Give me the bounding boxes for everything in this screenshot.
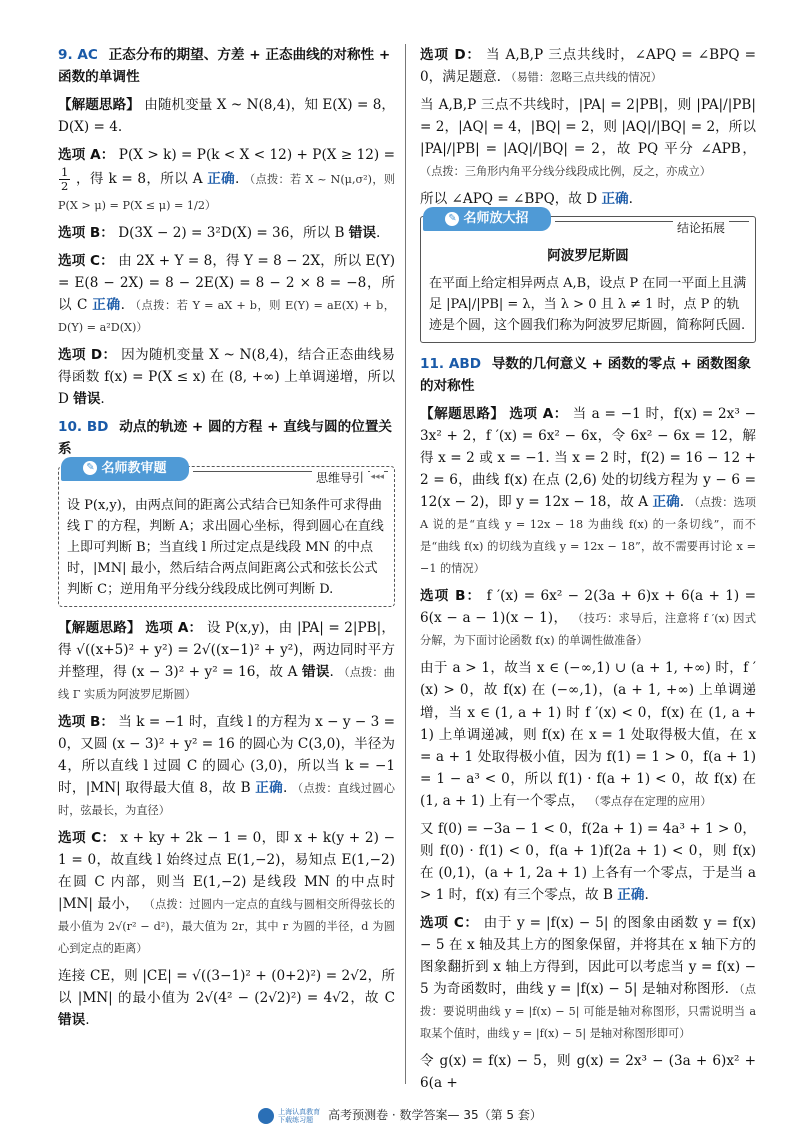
q9-c-verdict: 正确 bbox=[92, 296, 121, 313]
q10-option-b: 选项 B： 当 k = −1 时，直线 l 的方程为 x − y − 3 = 0，又圆 (x − 3)² + y² = 16 的圆心为 C(3,0)，半径为 4，所以直线 l 过圆 C 的圆心 (3,0)，所以当 k = −1 时，|MN| 取得最大值 8，故 B 正确. （点拨：直线过圆心时，弦最长，为直径） bbox=[58, 713, 395, 818]
q9-c-label: 选项 C： bbox=[58, 252, 114, 269]
q10-a-label: 选项 A： bbox=[145, 619, 203, 636]
q10-heading bbox=[58, 416, 395, 460]
q10-c-text: x + ky + 2k − 1 = 0，即 x + k(y + 2) − 1 = 0，故直线 l 始终过点 E(1,−2)，易知点 E(1,−2) 在圆 C 内部，则当 E(1,−2) 是线段 MN 的中点时 |MN| 最小， bbox=[58, 830, 395, 913]
q11-c-note: （点拨：要说明曲线 y = |f(x) − 5| 可能是轴对称图形，只需说明当 a 取某个值时，曲线 y = |f(x) − 5| 是轴对称图形即可） bbox=[420, 982, 756, 1040]
left-column bbox=[58, 44, 395, 1037]
q11-a-label: 选项 A： bbox=[509, 406, 568, 423]
q10-extension-title: 阿波罗尼斯圆 bbox=[547, 248, 629, 265]
q9-a-note: （点拨：若 X ~ N(μ,σ²)，则 P(X > μ) = P(X ≤ μ) = 1/2） bbox=[58, 173, 396, 212]
q11-number: 11. ABD bbox=[420, 356, 481, 373]
q9-a-text: P(X > k) = P(k < X < 12) + P(X ≥ 12) = bbox=[118, 147, 395, 164]
q9-d-label: 选项 D： bbox=[58, 346, 117, 363]
q10-extension-tag: 结论拓展 bbox=[673, 219, 729, 238]
page-footer bbox=[0, 1106, 800, 1125]
q10-option-d bbox=[420, 44, 756, 88]
q10-extension-text: 在平面上给定相异两点 A,B，设点 P 在同一平面上且满足 |PA|/|PB| = λ，当 λ > 0 且 λ ≠ 1 时，点 P 的轨迹是个圆，这个圆我们称为阿波罗尼斯圆，简称阿氏圆. bbox=[429, 276, 747, 334]
q9-b-label: 选项 B： bbox=[58, 224, 114, 241]
q9-a-fraction bbox=[59, 166, 70, 193]
q9-c-text: 由 2X + Y = 8，得 Y = 8 − 2X，所以 E(Y) = E(8 − 2X) = 8 − 2E(X) = 8 − 2 × 8 = −8，所以 C bbox=[58, 252, 395, 313]
q11-b-text3: 又 f(0) = −3a − 1 < 0，f(2a + 1) = 4a³ + 1 > 0，则 f(0) · f(1) < 0，f(a + 1)f(2a + 1) < 0，则 f(x) 在 (0,1)，(a + 1, 2a + 1) 上各有一个零点，于是当 a > 1 时，f(x) 有三个零点，故 B bbox=[420, 820, 756, 903]
q11-b-note: （技巧：求导后，注意将 f ′(x) 因式分解，为下面讨论函数 f(x) 的单调性做准备） bbox=[420, 612, 757, 648]
q10-c-verdict: 错误 bbox=[58, 1012, 86, 1029]
logo-line-1: 上海认真教育 bbox=[278, 1107, 321, 1116]
q10-a-verdict: 错误 bbox=[301, 663, 330, 680]
q9-a-frac-num: 1 bbox=[61, 165, 69, 180]
q10-number: 10. BD bbox=[58, 418, 109, 435]
q10-d-text2: 当 A,B,P 三点不共线时，|PA| = 2|PB|，则 |PA|/|PB| = 2，|AQ| = 4，|BQ| = 2，则 |AQ|/|BQ| = 2，所以 |PA|/|PB| = |AQ|/|BQ| = 2，故 PQ 平分 ∠APB， bbox=[420, 97, 756, 158]
q11-b-text2: 由于 a > 1，故当 x ∈ (−∞,1) ∪ (a + 1, +∞) 时，f ′(x) > 0，故 f(x) 在 (−∞,1)，(a + 1, +∞) 上单调递增，当 x ∈ (1, a + 1) 时 f ′(x) < 0，f(x) 在 (1, a + 1) 上单调递减，则 f(x) 在 x = 1 处取得极大值，在 x = a + 1 处取得极小值，因为 f(1) = 1 > 0，f(a + 1) = 1 − a³ < 0，所以 f(1) · f(a + 1) < 0，故 f(x) 在 (1, a + 1) 上有一个零点， bbox=[420, 660, 756, 809]
q10-c-text2: 连接 CE，则 |CE| = √((3−1)² + (0+2)²) = 2√2，所以 |MN| 的最小值为 2√(4² − (2√2)²) = 4√2，故 C bbox=[58, 968, 395, 1007]
q9-d-text: 因为随机变量 X ~ N(8,4)，结合正态曲线易得函数 f(x) = P(X ≤ x) 在 (8, +∞) 上单调递增，所以 D bbox=[58, 346, 395, 407]
q10-d-verdict: 正确 bbox=[601, 191, 629, 208]
right-column bbox=[420, 44, 756, 1100]
q10-guide-badge bbox=[61, 457, 189, 481]
q11-approach-label: 【解题思路】 bbox=[420, 406, 505, 423]
q9-option-c: 选项 C： 由 2X + Y = 8，得 Y = 8 − 2X，所以 E(Y) = E(8 − 2X) = 8 − 2E(X) = 8 − 2 × 8 = −8，所以 C 正确. （点拨：若 Y = aX + b，则 E(Y) = aE(X) + b，D(Y) = a²D(X)） bbox=[58, 252, 395, 334]
q11-a-verdict: 正确 bbox=[652, 494, 680, 511]
teacher-icon: ✎ bbox=[83, 461, 97, 475]
q11-option-a: 【解题思路】 选项 A： 当 a = −1 时，f(x) = 2x³ − 3x² + 2，f ′(x) = 6x² − 6x，令 6x² − 6x = 12，解得 x = 2 或 x = −1. 当 x = 2 时，f(2) = 16 − 12 + 2 = 6，曲线 f(x) 在点 (2,6) 处的切线方程为 y − 6 = 12(x − 2)，即 y = 12x − 18，故 A 正确. （点拨：选项 A 说的是“直线 y = 12x − 18 为曲线 f(x) 的一条切线”，而不是“曲线 f(x) 的切线为直线 y = 12x − 18”，故不需要再讨论 x = −1 的情况） bbox=[420, 406, 757, 576]
q11-c-text2: 令 g(x) = f(x) − 5，则 g(x) = 2x³ − (3a + 6)x² + 6(a + bbox=[420, 1052, 756, 1091]
q9-option-d: 选项 D： 因为随机变量 X ~ N(8,4)，结合正态曲线易得函数 f(x) = P(X ≤ x) 在 (8, +∞) 上单调递增，所以 D 错误. bbox=[58, 346, 395, 407]
q10-guide-text: 设 P(x,y)，由两点间的距离公式结合已知条件可求得曲线 Γ 的方程，判断 A；求出圆心坐标，得到圆心在直线上即可判断 B；当直线 l 所过定点是线段 MN 的中点时，|MN| 最小，然后结合两点间距离公式和弦长公式判断 C；逆用角平分线分线段成比例可判断 D. bbox=[67, 497, 384, 597]
q10-extension-box bbox=[420, 211, 756, 343]
q11-c-label: 选项 C： bbox=[420, 914, 479, 931]
q11-option-b bbox=[420, 585, 756, 651]
q9-approach bbox=[58, 94, 395, 138]
q11-option-b-cont bbox=[420, 657, 756, 811]
q11-b-label: 选项 B： bbox=[420, 588, 482, 605]
q9-heading bbox=[58, 44, 395, 88]
q9-d-verdict: 错误 bbox=[73, 390, 101, 407]
q9-option-b: 选项 B： D(3X − 2) = 3²D(X) = 36，所以 B 错误. bbox=[58, 224, 381, 241]
q10-topic: 动点的轨迹 + 圆的方程 + 直线与圆的位置关系 bbox=[58, 418, 393, 457]
footer-text: 高考预测卷 · 数学答案— 35（第 5 套） bbox=[328, 1108, 542, 1122]
q10-option-d-end: 所以 ∠APQ = ∠BPQ，故 D 正确. bbox=[420, 191, 633, 208]
chevrons-icon: ◂◂◂ bbox=[370, 470, 384, 485]
q11-a-note: （点拨：选项 A 说的是“直线 y = 12x − 18 为曲线 f(x) 的一条切线”，而不是“曲线 f(x) 的切线为直线 y = 12x − 18”，故不需要再讨论 x = −1 的情况） bbox=[420, 496, 756, 576]
q9-approach-text: 由随机变量 X ~ N(8,4)，知 E(X) = 8，D(X) = 4. bbox=[58, 97, 395, 136]
logo-line-2: 下载练习题 bbox=[278, 1115, 314, 1124]
q10-d-text: 当 A,B,P 三点共线时，∠APQ = ∠BPQ = 0，满足题意. bbox=[420, 47, 756, 86]
q9-c-note: （点拨：若 Y = aX + b，则 E(Y) = aE(X) + b，D(Y) = a²D(X)） bbox=[58, 298, 395, 334]
q10-extension-rule bbox=[555, 221, 749, 236]
q10-option-a: 【解题思路】 选项 A： 设 P(x,y)，由 |PA| = 2|PB|，得 √((x+5)² + y²) = 2√((x−1)² + y²)，两边同时平方并整理，得 (x − 3)² + y² = 16，故 A 错误. （点拨：曲线 Γ 实质为阿波罗尼斯圆） bbox=[58, 619, 395, 701]
q9-b-verdict: 错误 bbox=[348, 224, 376, 241]
q11-c-text: 由于 y = |f(x) − 5| 的图象由函数 y = f(x) − 5 在 x 轴及其上方的图象保留，并将其在 x 轴下方的图象翻折到 x 轴上方得到，因此可以考虑当 y = f(x) − 5 为奇函数时，曲线 y = |f(x) − 5| 是轴对称图形. bbox=[420, 914, 757, 997]
q11-a-text: 当 a = −1 时，f(x) = 2x³ − 3x² + 2，f ′(x) = 6x² − 6x，令 6x² − 6x = 12，解得 x = 2 或 x = −1. 当 x = 2 时，f(2) = 16 − 12 + 2 = 6，曲线 f(x) 在点 (2,6) 处的切线方程为 y − 6 = 12(x − 2)，即 y = 12x − 18，故 A bbox=[420, 406, 757, 511]
q10-d-note2: （点拨：三角形内角平分线分线段成比例，反之，亦成立） bbox=[420, 165, 711, 179]
q9-option-a: 选项 A： P(X > k) = P(k < X < 12) + P(X ≥ 12) = $\frac{1}{2}$ ，得 k = 8，所以 A 正确. （点拨：若 X ~ N(μ,σ²)，则 P(X > μ) = P(X ≤ μ) = 1/2） bbox=[58, 147, 396, 212]
q9-approach-label: 【解题思路】 bbox=[58, 97, 140, 114]
q10-c-note: （点拨：过圆内一定点的直线与圆相交所得弦长的最小值为 2√(r² − d²)，最大值为 2r，其中 r 为圆的半径，d 为圆心到定点的距离） bbox=[58, 898, 395, 956]
q11-b-note2: （零点存在定理的应用） bbox=[588, 794, 712, 808]
q11-topic: 导数的几何意义 + 函数的零点 + 函数图象的对称性 bbox=[420, 356, 751, 395]
q10-a-note: （点拨：曲线 Γ 实质为阿波罗尼斯圆） bbox=[58, 665, 395, 701]
q10-guide-tag: 思维导引 bbox=[312, 469, 368, 488]
q10-extension-header bbox=[421, 211, 755, 239]
q9-a-verdict: 正确 bbox=[207, 171, 236, 188]
q11-heading bbox=[420, 353, 756, 397]
q10-option-d-cont bbox=[420, 94, 756, 182]
q10-option-c-cont: 连接 CE，则 |CE| = √((3−1)² + (0+2)²) = 2√2，所以 |MN| 的最小值为 2√(4² − (2√2)²) = 4√2，故 C 错误. bbox=[58, 968, 395, 1029]
q9-topic: 正态分布的期望、方差 + 正态曲线的对称性 + 函数的单调性 bbox=[58, 47, 391, 86]
q11-b-text: f ′(x) = 6x² − 2(3a + 6)x + 6(a + 1) = 6(x − a − 1)(x − 1)， bbox=[420, 588, 756, 627]
q10-extension-badge-text: 名师放大招 bbox=[463, 211, 529, 227]
q10-approach-label: 【解题思路】 bbox=[58, 619, 141, 636]
q9-a-text2: ，得 k = 8，所以 A bbox=[75, 171, 203, 188]
publisher-logo-icon bbox=[258, 1108, 274, 1124]
q9-a-label: 选项 A： bbox=[58, 147, 115, 164]
q10-b-label: 选项 B： bbox=[58, 713, 114, 730]
q10-guide-rule bbox=[193, 470, 388, 485]
q9-number: 9. AC bbox=[58, 47, 98, 63]
q10-c-label: 选项 C： bbox=[58, 830, 116, 847]
publisher-logo-text bbox=[278, 1108, 320, 1124]
q10-extension-badge bbox=[423, 207, 551, 231]
q10-b-text: 当 k = −1 时，直线 l 的方程为 x − y − 3 = 0，又圆 (x − 3)² + y² = 16 的圆心为 C(3,0)，半径为 4，所以直线 l 过圆 C 的圆心 (3,0)，所以当 k = −1 时，|MN| 取得最大值 8，故 B bbox=[58, 713, 395, 797]
teacher-icon: ✎ bbox=[445, 212, 459, 226]
q10-d-label: 选项 D： bbox=[420, 47, 481, 63]
q10-guide-header bbox=[59, 460, 394, 489]
q10-d-text3: 所以 ∠APQ = ∠BPQ，故 D bbox=[420, 191, 598, 208]
q10-a-text: 设 P(x,y)，由 |PA| = 2|PB|，得 √((x+5)² + y²) = 2√((x−1)² + y²)，两边同时平方并整理，得 (x − 3)² + y² = 16，故 A bbox=[58, 619, 395, 680]
q11-option-b-end: 又 f(0) = −3a − 1 < 0，f(2a + 1) = 4a³ + 1 > 0，则 f(0) · f(1) < 0，f(a + 1)f(2a + 1) < 0，则 f(x) 在 (0,1)，(a + 1, 2a + 1) 上各有一个零点，于是当 a > 1 时，f(x) 有三个零点，故 B 正确. bbox=[420, 820, 756, 903]
q10-b-note: （点拨：直线过圆心时，弦最长，为直径） bbox=[58, 782, 395, 818]
q11-b-verdict: 正确 bbox=[617, 886, 645, 903]
q10-d-note: （易错：忽略三点共线的情况） bbox=[505, 71, 662, 85]
column-divider bbox=[405, 44, 406, 1084]
q11-option-c-cont bbox=[420, 1050, 756, 1094]
q10-guide-badge-text: 名师教审题 bbox=[101, 460, 167, 476]
q10-b-verdict: 正确 bbox=[255, 780, 284, 797]
q10-guide-box bbox=[58, 460, 395, 607]
q11-option-c bbox=[420, 912, 756, 1044]
q9-a-frac-den: 2 bbox=[61, 179, 69, 194]
q9-b-text: D(3X − 2) = 3²D(X) = 36，所以 B bbox=[118, 224, 345, 241]
q10-option-c bbox=[58, 827, 395, 959]
